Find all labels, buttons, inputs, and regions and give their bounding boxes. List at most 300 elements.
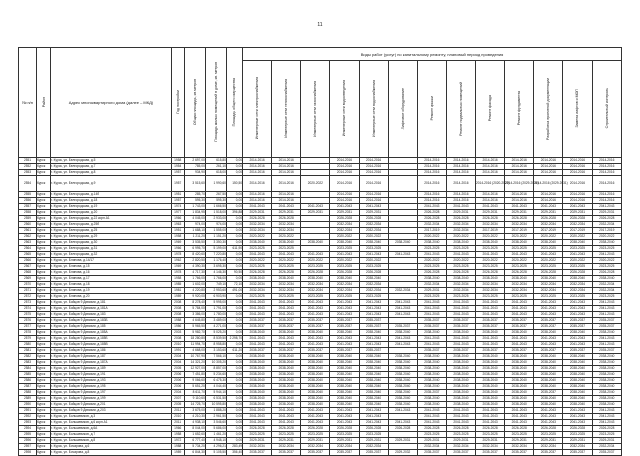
table-cell: 2023-2025 (592, 432, 622, 438)
table-cell: 2014-2016 (2020-2022) (476, 176, 505, 192)
table-cell: 2041-2043 (534, 336, 563, 342)
table-cell: 2026-2028 (563, 216, 592, 222)
table-cell: Курск (37, 198, 51, 204)
table-cell: 2038-2040 (592, 330, 622, 336)
table-cell: г. Курск, ул. Большевиков, д.8 (51, 438, 172, 444)
table-cell: 615,80 (205, 158, 226, 164)
table-cell: 2020-2022 (359, 234, 388, 240)
table-cell: 2038-2040 (272, 402, 301, 408)
table-cell: 2038-2040 (359, 240, 388, 246)
table-cell: 2020-2022 (476, 258, 505, 264)
table-cell: 2017-2019 (592, 228, 622, 234)
table-cell: 2026-2028 (417, 426, 446, 432)
table-cell: 2038-2040 (446, 240, 475, 246)
table-cell: 2020-2022 (330, 258, 359, 264)
table-cell: 2038-2040 (330, 330, 359, 336)
table-cell: 2038-2040 (505, 378, 534, 384)
table-cell: 2038-2040 (301, 396, 330, 402)
table-cell: 0,00 (226, 228, 242, 234)
table-cell: 72,10 (226, 282, 242, 288)
table-cell: 5 025,20 (205, 330, 226, 336)
table-cell: 2041-2043 (476, 342, 505, 348)
table-cell: 2041-2043 (330, 414, 359, 420)
table-cell: 2010 (171, 342, 184, 348)
table-cell: 2020-2022 (563, 258, 592, 264)
table-cell: 2038-2040 (243, 240, 272, 246)
table-cell: 2032-2034 (272, 222, 301, 228)
table-cell: 2038-2040 (592, 276, 622, 282)
table-cell: 611,20 (226, 348, 242, 354)
table-row (19, 450, 622, 456)
table-cell: 2041-2043 (563, 336, 592, 342)
table-cell: 2014-2016 (563, 192, 592, 198)
table-cell: 2011 (171, 408, 184, 414)
table-cell: 2041-2043 (417, 342, 446, 348)
table-cell: 2029-2031 (505, 438, 534, 444)
table-cell: 1 555,00 (205, 228, 226, 234)
table-cell: 2023-2025 (243, 264, 272, 270)
table-cell: 4 938,10 (184, 420, 205, 426)
table-cell: 2032-2034 (417, 222, 446, 228)
table-cell: 2014-2016 (563, 164, 592, 170)
table-cell: 2005 (171, 402, 184, 408)
table-cell: 2587 (19, 384, 37, 390)
table-cell: 2029-2032 (388, 450, 417, 456)
table-cell: 2004 (171, 390, 184, 396)
table-cell: 2038-2040 (243, 402, 272, 408)
table-cell: Курск (37, 164, 51, 170)
table-cell: 2038-2040 (243, 384, 272, 390)
table-cell: 2038-2040 (592, 384, 622, 390)
table-cell: 2041-2043 (446, 252, 475, 258)
table-cell: 2038-2040 (563, 384, 592, 390)
table-cell: 2035-2037 (359, 348, 388, 354)
table-cell: 2026-2028 (301, 270, 330, 276)
table-cell: 1977 (171, 210, 184, 216)
table-cell: 2038-2040 (446, 360, 475, 366)
table-cell: 150,50 (226, 176, 242, 192)
table-cell: 1978 (171, 270, 184, 276)
table-cell: 6 531,50 (205, 396, 226, 402)
table-cell: 2026-2028 (243, 216, 272, 222)
table-cell: 0,00 (226, 360, 242, 366)
table-cell: 2041-2043 (359, 342, 388, 348)
table-cell: 2026-2028 (505, 270, 534, 276)
table-cell: Курск (37, 288, 51, 294)
table-cell: 1958 (171, 234, 184, 240)
table-cell: 2029-2031 (476, 438, 505, 444)
table-cell: 2041-2043 (388, 408, 417, 414)
table-cell: 2038-2040 (243, 276, 272, 282)
table-cell: 1 211,20 (184, 234, 205, 240)
table-cell: 14 725,70 (184, 402, 205, 408)
table-cell: 2020-2022 (417, 258, 446, 264)
table-cell: 2023-2025 (534, 264, 563, 270)
table-cell: 2041-2043 (301, 420, 330, 426)
table-cell: 1 176,40 (205, 258, 226, 264)
table-cell: 2041-2043 (243, 408, 272, 414)
table-cell: г. Курск, ул. Бойцов 9 Дивизии, д.181 (51, 300, 172, 306)
table-cell: 2038-2040 (272, 384, 301, 390)
table-cell: 2041-2043 (272, 300, 301, 306)
table-cell: 6 777,40 (184, 438, 205, 444)
table-cell: 2026-2028 (592, 216, 622, 222)
table-cell: 2038-2040 (359, 402, 388, 408)
table-cell: 2014-2016 (417, 192, 446, 198)
table-cell: 2041-2043 (243, 204, 272, 210)
table-cell: 2038-2040 (505, 360, 534, 366)
table-cell: 2008 (171, 306, 184, 312)
capital-repair-register-table (18, 47, 622, 456)
table-cell: 2041-2043 (272, 342, 301, 348)
table-cell: 2038-2040 (592, 366, 622, 372)
table-cell: 2 697,00 (184, 158, 205, 164)
header-area-total: Общая площадь, кв.метров (184, 48, 205, 158)
table-cell: 1966 (171, 426, 184, 432)
table-cell: 2035-2037 (534, 450, 563, 456)
table-cell: 2038-2040 (359, 390, 388, 396)
table-cell: 2026-2028 (330, 426, 359, 432)
table-cell: 2026-2028 (505, 426, 534, 432)
table-cell: 2041-2043 (301, 408, 330, 414)
table-cell: 2584 (19, 366, 37, 372)
table-cell: г. Курск, ул. Блинова, д.16 (51, 270, 172, 276)
table-cell: 2041-2043 (243, 306, 272, 312)
table-cell: 0,00 (226, 408, 242, 414)
table-cell: г. Курск, ул. Бойцов 9 Дивизии, д.191 (51, 372, 172, 378)
table-cell: 2041-2043 (563, 300, 592, 306)
table-cell: 2041-2043 (592, 342, 622, 348)
table-cell: 785,00 (184, 164, 205, 170)
table-cell: 2004 (171, 354, 184, 360)
table-cell: 2032-2034 (301, 288, 330, 294)
table-cell: 1 791,00 (205, 306, 226, 312)
table-cell: 11 994,70 (184, 342, 205, 348)
table-cell: 2035-2037 (330, 324, 359, 330)
table-cell: 2041-2043 (330, 342, 359, 348)
table-cell: 4 645,80 (184, 318, 205, 324)
table-cell: 2041-2043 (534, 408, 563, 414)
table-cell: 10 767,90 (184, 354, 205, 360)
table-cell: 12 927,00 (184, 366, 205, 372)
table-cell: 2568 (19, 270, 37, 276)
table-cell: 0,00 (226, 438, 242, 444)
table-cell: 2038-2040 (505, 240, 534, 246)
table-cell: 2551 (19, 158, 37, 164)
table-cell: 1 888,20 (205, 408, 226, 414)
table-cell: г. Курск, ул. Бойцов 9 Дивизии, д.183Б (51, 318, 172, 324)
table-cell: Курск (37, 216, 51, 222)
table-cell: 2041-2043 (476, 420, 505, 426)
table-cell: 2029-2031 (243, 438, 272, 444)
table-cell: 2038-2040 (563, 390, 592, 396)
table-cell: 2038-2040 (243, 396, 272, 402)
table-cell: 2014-2016 (476, 170, 505, 176)
table-cell: Курск (37, 420, 51, 426)
table-cell: Курск (37, 222, 51, 228)
table-cell: 1 766,00 (184, 276, 205, 282)
table-cell: 1 652,60 (184, 432, 205, 438)
table-cell: 2014-2016 (446, 198, 475, 204)
table-cell: Курск (37, 210, 51, 216)
table-cell: 2035-2037 (243, 318, 272, 324)
table-cell: 1 990,60 (205, 176, 226, 192)
table-cell: 2038-2040 (388, 366, 417, 372)
table-cell: 0,00 (226, 432, 242, 438)
table-cell: 2038-2040 (534, 360, 563, 366)
table-cell: 2592 (19, 414, 37, 420)
table-cell: 1962 (171, 258, 184, 264)
table-cell: 2038-2040 (505, 366, 534, 372)
table-cell: 2041-2043 (417, 300, 446, 306)
table-cell: 2035-2037 (417, 348, 446, 354)
table-cell: 2026-2028 (359, 270, 388, 276)
table-cell: 2008 (171, 300, 184, 306)
table-cell: 2038-2040 (388, 330, 417, 336)
table-cell: 2032-2034 (505, 282, 534, 288)
table-cell: 2038-2040 (388, 378, 417, 384)
table-cell: 2038-2040 (563, 276, 592, 282)
table-cell: 2038-2040 (330, 396, 359, 402)
table-cell: Курск (37, 378, 51, 384)
table-cell: 2594 (19, 426, 37, 432)
table-cell: г. Курск, ул. Белгородская, д.29 (51, 234, 172, 240)
table-cell: 2014-2016 (534, 164, 563, 170)
table-cell: 2581 (19, 348, 37, 354)
table-cell: Курск (37, 366, 51, 372)
table-cell: 2014-2016 (272, 192, 301, 198)
table-cell: 2038-2040 (272, 354, 301, 360)
table-cell: 1988 (171, 318, 184, 324)
table-cell: 2023-2025 (534, 246, 563, 252)
table-cell: 2020-2022 (417, 234, 446, 240)
table-cell: 2038-2040 (505, 354, 534, 360)
table-cell: 2035-2037 (446, 324, 475, 330)
table-cell: 2032-2034 (359, 444, 388, 450)
table-cell: 5 651,20 (184, 384, 205, 390)
table-cell: 2041-2043 (476, 300, 505, 306)
table-cell: 2023-2025 (417, 432, 446, 438)
table-cell: 2014-2016 (505, 158, 534, 164)
table-cell: 267,50 (205, 192, 226, 198)
header-work-8: Ремонт подвальных помещений (446, 61, 475, 158)
table-cell: 2020-2022 (272, 258, 301, 264)
table-cell: 2023-2025 (272, 246, 301, 252)
table-cell: г. Курск, ул. Бойцов 9 Дивизии, д.187 (51, 354, 172, 360)
table-cell: 2041-2043 (301, 252, 330, 258)
table-cell: Курск (37, 414, 51, 420)
table-cell: 2035-2037 (301, 450, 330, 456)
table-cell: 1957 (171, 176, 184, 192)
table-cell: 2038-2040 (272, 360, 301, 366)
table-cell: 2014-2016 (592, 192, 622, 198)
table-cell: г. Курск, ул. Блинова, д.18 (51, 282, 172, 288)
table-cell: 2032-2034 (243, 282, 272, 288)
table-cell: 2032-2034 (388, 288, 417, 294)
table-cell: 2023-2025 (563, 246, 592, 252)
table-cell: 2023-2025 (272, 432, 301, 438)
table-cell: 2014-2016 (243, 192, 272, 198)
table-cell: 0,00 (226, 252, 242, 258)
table-cell: 2029-2031 (563, 210, 592, 216)
table-cell: 7 220,80 (205, 252, 226, 258)
table-cell: 2041-2043 (563, 306, 592, 312)
table-cell: 2014-2016 (446, 158, 475, 164)
table-cell: 2038-2040 (505, 276, 534, 282)
table-cell: 2014-2016 (476, 164, 505, 170)
table-cell: 2029-2031 (446, 210, 475, 216)
table-cell: 2038-2040 (476, 330, 505, 336)
table-cell: 2032-2034 (592, 444, 622, 450)
table-cell: 2014-2016 (243, 170, 272, 176)
table-cell: 2029-2031 (243, 210, 272, 216)
table-cell: 2017-2019 (476, 228, 505, 234)
table-cell: 2038-2040 (534, 366, 563, 372)
table-cell: 2014-2016 (330, 170, 359, 176)
table-cell: 2026-2028 (505, 216, 534, 222)
table-cell: 2041-2043 (359, 306, 388, 312)
table-cell: 2038-2040 (359, 366, 388, 372)
table-cell: 2041-2043 (534, 300, 563, 306)
table-cell: 2038-2040 (243, 366, 272, 372)
table-cell: 2589 (19, 396, 37, 402)
table-cell: 8 278,40 (184, 300, 205, 306)
table-cell: 2038-2040 (301, 390, 330, 396)
table-cell: 2591 (19, 408, 37, 414)
table-cell: 2038-2040 (446, 330, 475, 336)
table-cell: 2014-2016 (446, 164, 475, 170)
table-cell: г. Курск, ул. Белгородская, д.14б (51, 192, 172, 198)
table-cell: 2032-2034 (330, 444, 359, 450)
table-cell: 2014-2016 (534, 158, 563, 164)
table-cell: 2041-2043 (272, 420, 301, 426)
table-cell: 2020-2022 (301, 176, 330, 192)
table-cell: 2014-2016 (563, 198, 592, 204)
table-cell: 2041-2043 (272, 312, 301, 318)
table-cell: 2023-2025 (446, 294, 475, 300)
table-cell: 2041-2043 (505, 336, 534, 342)
table-cell: 0,00 (226, 378, 242, 384)
table-cell: 2586 (19, 378, 37, 384)
table-cell: 2020-2022 (272, 234, 301, 240)
table-cell: 2570 (19, 282, 37, 288)
table-cell: 2014-2016 (272, 170, 301, 176)
table-cell: 2038-2040 (359, 396, 388, 402)
table-cell: г. Курск, ул. Белгородская, д.20 (51, 210, 172, 216)
table-cell: 2032-2034 (330, 282, 359, 288)
table-cell: 0,00 (226, 330, 242, 336)
table-cell: 2026-2028 (359, 216, 388, 222)
table-cell: 2041-2043 (330, 336, 359, 342)
table-cell: 0,00 (226, 312, 242, 318)
table-cell: 2041-2043 (592, 300, 622, 306)
table-cell: 2038-2040 (563, 378, 592, 384)
table-cell: 2038-2040 (243, 330, 272, 336)
table-cell: 2585 (19, 372, 37, 378)
table-cell: 2032-2034 (476, 444, 505, 450)
table-cell: 5 784,00 (184, 306, 205, 312)
table-cell: 3 675,00 (184, 408, 205, 414)
table-cell: 2032-2034 (563, 282, 592, 288)
table-cell: 2032-2034 (476, 222, 505, 228)
table-cell: 2023-2025 (505, 432, 534, 438)
table-cell: 2563 (19, 240, 37, 246)
table-cell: 2038-2040 (301, 360, 330, 366)
table-cell: 1988 (171, 444, 184, 450)
table-cell: 2038-2040 (534, 240, 563, 246)
table-cell: 2014-2016 (359, 158, 388, 164)
table-cell: 8 611,70 (184, 390, 205, 396)
table-cell: 2020-2022 (446, 258, 475, 264)
table-cell: 1 688,10 (184, 228, 205, 234)
table-cell: 2580 (19, 342, 37, 348)
table-cell: 2038-2040 (592, 360, 622, 366)
table-cell: 2023-2025 (534, 432, 563, 438)
table-cell: 1 602,00 (184, 282, 205, 288)
table-cell: 2565 (19, 252, 37, 258)
table-cell: 2020-2022 (359, 258, 388, 264)
table-cell: 2032-2034 (563, 444, 592, 450)
table-cell: Курск (37, 176, 51, 192)
table-cell: 2041-2043 (476, 204, 505, 210)
table-cell: 2041-2043 (534, 342, 563, 348)
table-cell: Курск (37, 246, 51, 252)
table-cell: 2014-2016 (272, 164, 301, 170)
table-cell: 2029-2031 (330, 210, 359, 216)
header-work-12: Замена лифтов и МОП (563, 61, 592, 158)
table-cell: 2023-2025 (563, 264, 592, 270)
table-cell: 2041-2043 (534, 204, 563, 210)
table-cell: 2038-2040 (417, 372, 446, 378)
table-cell: 2041-2043 (301, 414, 330, 420)
table-cell: 2041-2043 (359, 408, 388, 414)
table-cell: 2023-2025 (476, 294, 505, 300)
table-cell: 2026-2028 (592, 270, 622, 276)
table-cell: г. Курск, ул. Бойцов 9 Дивизии, д.199 (51, 396, 172, 402)
table-cell: 2041-2043 (534, 312, 563, 318)
table-cell: Курск (37, 270, 51, 276)
table-cell: 2041-2043 (330, 312, 359, 318)
table-cell: Курск (37, 348, 51, 354)
table-cell: 1986 (171, 324, 184, 330)
table-cell: 2014-2016 (330, 192, 359, 198)
table-cell: 2583 (19, 360, 37, 366)
table-cell: 2038-2040 (301, 276, 330, 282)
table-cell: г. Курск, ул. Большевиков, д.6А (51, 426, 172, 432)
table-cell: 6 844,30 (184, 450, 205, 456)
table-cell: 2038-2040 (446, 366, 475, 372)
table-cell: 2038-2040 (359, 354, 388, 360)
table-cell: 4 271,00 (205, 324, 226, 330)
table-cell: Курск (37, 444, 51, 450)
table-cell: 2035-2037 (592, 450, 622, 456)
table-cell: 2038-2040 (563, 366, 592, 372)
table-cell: 3 386,00 (184, 312, 205, 318)
table-cell: 2038-2040 (417, 240, 446, 246)
table-cell: 9 110,60 (184, 396, 205, 402)
table-cell: 2020-2022 (243, 258, 272, 264)
table-cell: 2041-2043 (417, 306, 446, 312)
table-cell: Курск (37, 234, 51, 240)
table-cell: 2041-2043 (243, 252, 272, 258)
table-cell: 1954 (171, 164, 184, 170)
table-cell: 2032-2034 (446, 288, 475, 294)
table-cell: Курск (37, 402, 51, 408)
table-cell: 2041-2043 (330, 300, 359, 306)
table-cell: 2026-2028 (534, 216, 563, 222)
table-cell: Курск (37, 312, 51, 318)
table-cell: г. Курск, ул. Большевиков, д.7 (51, 432, 172, 438)
